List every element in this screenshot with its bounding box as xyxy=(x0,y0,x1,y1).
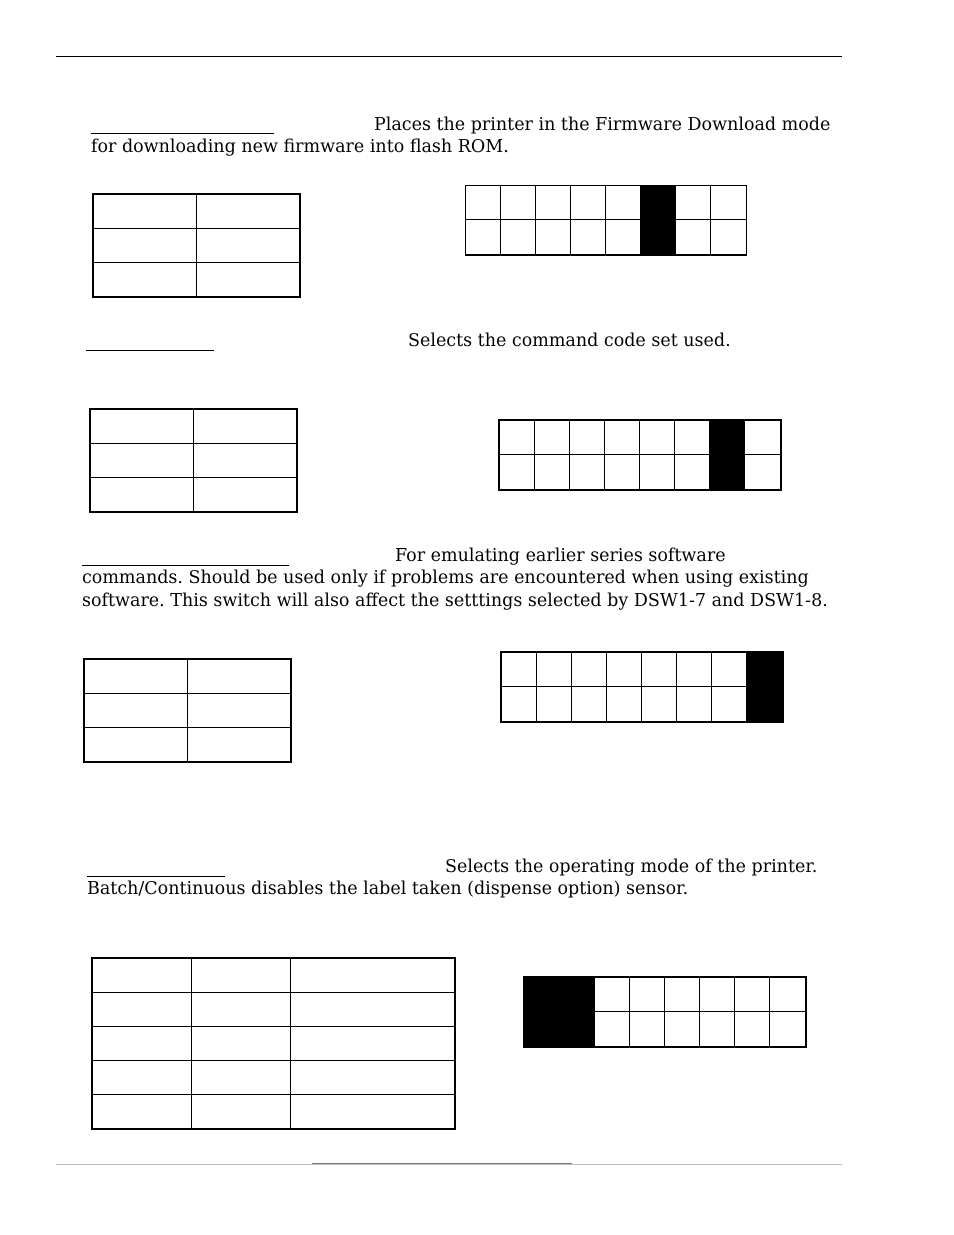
dip-switch-4-lower xyxy=(630,1012,665,1046)
section-description-line-1: Selects the command code set used. xyxy=(408,331,731,351)
dip-switch-5-upper xyxy=(640,421,675,455)
table-row xyxy=(92,993,455,1027)
dip-switch-8-upper xyxy=(747,653,782,687)
dip-switch-5-upper xyxy=(642,653,677,687)
section-description-line-1: For emulating earlier series software xyxy=(395,546,726,566)
footer-rule-center xyxy=(312,1163,572,1164)
footer-rule xyxy=(56,1164,842,1165)
dip-switch-5-lower xyxy=(640,455,675,489)
dip-switch-diagram xyxy=(523,976,807,1048)
dip-switch-6-lower xyxy=(677,687,712,721)
section-heading-underline xyxy=(87,876,225,877)
table-row xyxy=(84,728,291,763)
section-heading-underline xyxy=(82,565,289,566)
table-row xyxy=(84,694,291,728)
dip-switch-diagram xyxy=(500,651,784,723)
table-row xyxy=(93,263,300,298)
dip-switch-2-upper xyxy=(535,421,570,455)
dip-switch-3-lower xyxy=(572,687,607,721)
section-description-line-2: for downloading new firmware into flash ROM. xyxy=(91,137,509,157)
dip-switch-7-lower xyxy=(712,687,747,721)
table-row xyxy=(90,409,297,444)
dip-switch-7-upper xyxy=(735,978,770,1012)
dip-switch-7-lower xyxy=(676,220,711,254)
dip-switch-5-lower xyxy=(665,1012,700,1046)
table-row xyxy=(90,478,297,513)
settings-table xyxy=(83,658,292,763)
table-row xyxy=(90,444,297,478)
dip-switch-5-lower xyxy=(606,220,641,254)
dip-switch-3-lower xyxy=(536,220,571,254)
table-row xyxy=(84,659,291,694)
dip-switch-1-lower xyxy=(466,220,501,254)
dip-switch-3-upper xyxy=(572,653,607,687)
dip-switch-6-upper xyxy=(641,186,676,220)
section-heading-underline xyxy=(91,133,274,134)
dip-switch-4-lower xyxy=(607,687,642,721)
dip-switch-4-upper xyxy=(607,653,642,687)
dip-switch-5-upper xyxy=(665,978,700,1012)
section-heading-underline xyxy=(86,350,214,351)
dip-switch-7-upper xyxy=(712,653,747,687)
section-description-line-1: Places the printer in the Firmware Download mode xyxy=(374,115,831,135)
dip-switch-6-upper xyxy=(700,978,735,1012)
dip-switch-6-upper xyxy=(675,421,710,455)
dip-switch-5-lower xyxy=(642,687,677,721)
dip-switch-4-lower xyxy=(605,455,640,489)
dip-switch-1-upper xyxy=(466,186,501,220)
settings-table xyxy=(89,408,298,513)
settings-table xyxy=(91,957,456,1130)
dip-switch-4-upper xyxy=(605,421,640,455)
dip-switch-3-lower xyxy=(595,1012,630,1046)
section-description-line-2: Batch/Continuous disables the label taken (dispense option) sensor. xyxy=(87,879,689,899)
dip-switch-7-lower xyxy=(735,1012,770,1046)
dip-switch-7-upper xyxy=(710,421,745,455)
dip-switch-2-lower xyxy=(560,1012,595,1046)
dip-switch-2-upper xyxy=(560,978,595,1012)
dip-switch-8-upper xyxy=(770,978,805,1012)
dip-switch-1-lower xyxy=(502,687,537,721)
section-description-line-1: Selects the operating mode of the printer. xyxy=(445,857,818,877)
table-row xyxy=(92,1061,455,1095)
dip-switch-1-upper xyxy=(525,978,560,1012)
dip-switch-2-lower xyxy=(501,220,536,254)
dip-switch-4-upper xyxy=(571,186,606,220)
dip-switch-6-lower xyxy=(675,455,710,489)
dip-switch-8-lower xyxy=(747,687,782,721)
dip-switch-5-upper xyxy=(606,186,641,220)
dip-switch-2-lower xyxy=(537,687,572,721)
dip-switch-3-lower xyxy=(570,455,605,489)
dip-switch-2-upper xyxy=(501,186,536,220)
settings-table xyxy=(92,193,301,298)
dip-switch-2-upper xyxy=(537,653,572,687)
section-description-line-3: software. This switch will also affect the setttings selected by DSW1-7 and DSW1-8. xyxy=(82,591,828,611)
dip-switch-4-lower xyxy=(571,220,606,254)
dip-switch-diagram xyxy=(465,185,747,256)
table-row xyxy=(93,194,300,229)
dip-switch-7-lower xyxy=(710,455,745,489)
dip-switch-3-upper xyxy=(570,421,605,455)
dip-switch-8-lower xyxy=(745,455,780,489)
dip-switch-1-upper xyxy=(502,653,537,687)
dip-switch-3-upper xyxy=(536,186,571,220)
dip-switch-8-lower xyxy=(770,1012,805,1046)
table-row xyxy=(92,1027,455,1061)
dip-switch-2-lower xyxy=(535,455,570,489)
dip-switch-8-upper xyxy=(745,421,780,455)
section-description-line-2: commands. Should be used only if problems are encountered when using existing xyxy=(82,568,809,588)
dip-switch-4-upper xyxy=(630,978,665,1012)
dip-switch-1-upper xyxy=(500,421,535,455)
dip-switch-diagram xyxy=(498,419,782,491)
dip-switch-7-upper xyxy=(676,186,711,220)
dip-switch-6-lower xyxy=(700,1012,735,1046)
dip-switch-6-lower xyxy=(641,220,676,254)
dip-switch-3-upper xyxy=(595,978,630,1012)
table-row xyxy=(92,1095,455,1130)
dip-switch-8-lower xyxy=(711,220,746,254)
dip-switch-8-upper xyxy=(711,186,746,220)
dip-switch-1-lower xyxy=(500,455,535,489)
dip-switch-1-lower xyxy=(525,1012,560,1046)
table-row xyxy=(92,958,455,993)
dip-switch-6-upper xyxy=(677,653,712,687)
header-rule xyxy=(56,56,842,57)
table-row xyxy=(93,229,300,263)
